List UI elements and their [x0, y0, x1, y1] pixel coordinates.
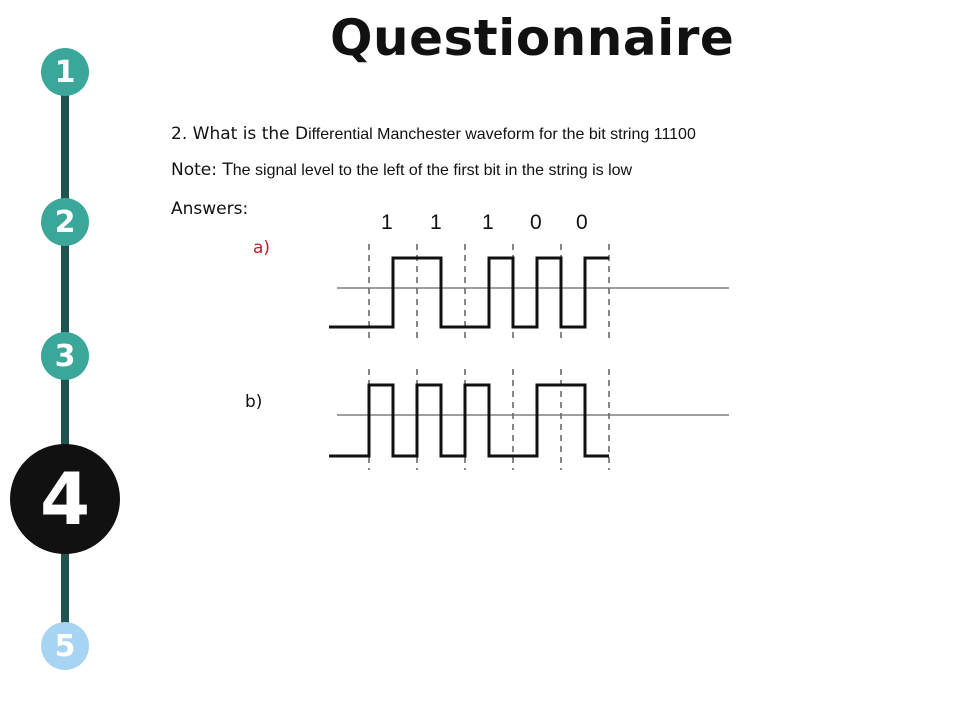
bit-label: 0: [530, 211, 542, 234]
bit-label: 1: [430, 211, 442, 234]
step-4-label: 4: [39, 457, 91, 541]
step-2-label: 2: [54, 204, 76, 240]
note-label: Note: T: [171, 160, 233, 180]
answers-label: Answers:: [171, 199, 249, 219]
question-rest: ifferential Manchester waveform for the bit string 11100: [308, 126, 696, 143]
step-5-label: 5: [54, 628, 76, 664]
bit-label: 1: [381, 211, 393, 234]
signal-b: [329, 385, 609, 456]
waveform-a[interactable]: [329, 244, 729, 342]
option-a-label[interactable]: a): [253, 238, 271, 258]
note-text: he signal level to the left of the first bit in the string is low: [232, 162, 633, 179]
bit-label: 0: [576, 211, 588, 234]
step-3-label: 3: [54, 338, 76, 374]
step-1-label: 1: [54, 54, 76, 90]
waveform-b[interactable]: [329, 369, 729, 470]
question-number: 2.: [171, 124, 188, 144]
signal-a: [329, 258, 609, 327]
page-title: Questionnaire: [330, 9, 735, 67]
option-b-label[interactable]: b): [245, 392, 263, 412]
question-prefix: What is the D: [192, 124, 309, 144]
bit-label: 1: [482, 211, 494, 234]
